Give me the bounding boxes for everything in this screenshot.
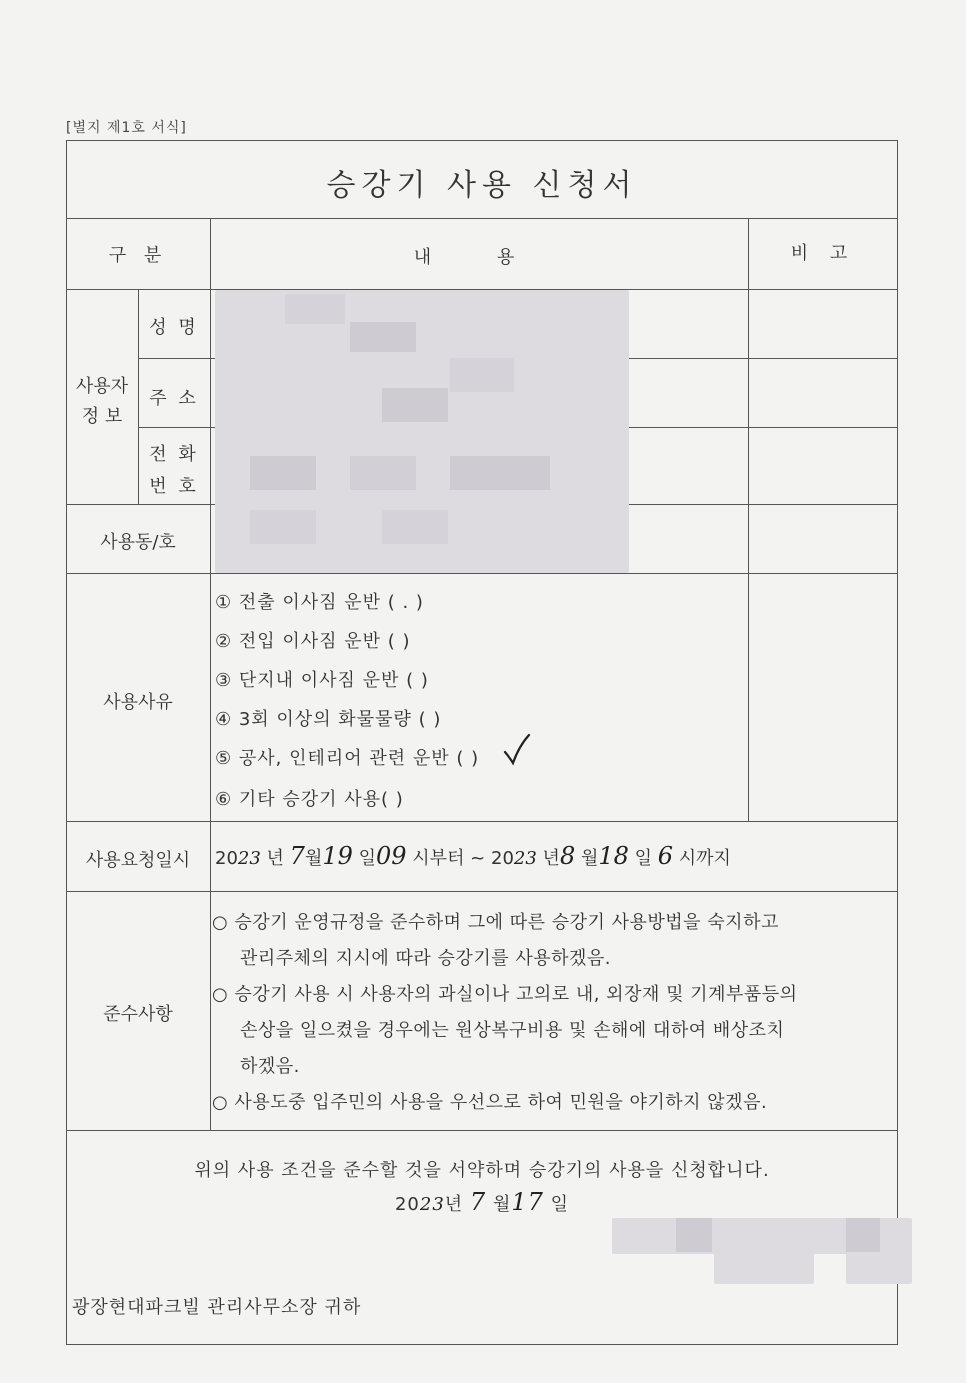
user-info-group-line2: 정 보: [81, 406, 123, 427]
phone-label-line1: 전 화: [149, 444, 199, 465]
pledge-day-suffix: 일: [550, 1194, 569, 1215]
reason-label: 사용사유: [103, 692, 173, 713]
start-day-handwritten: 19: [322, 842, 353, 870]
unit-row-divider: [66, 573, 898, 574]
pledge-text: 위의 사용 조건을 준수할 것을 서약하며 승강기의 사용을 신청합니다.: [194, 1160, 770, 1181]
pledge-date: [66, 1188, 898, 1216]
user-info-group-label: [66, 372, 138, 428]
reason-option-4: ④ 3회 이상의 화물물량 ( ): [215, 709, 442, 730]
category-column-line: [210, 218, 211, 1130]
pledge-year-handwritten: 23: [419, 1194, 445, 1215]
start-month-suffix: 월: [304, 848, 323, 869]
reason-option-5: ⑤ 공사, 인테리어 관련 운반 ( ): [215, 748, 480, 769]
start-year-handwritten: 23: [237, 848, 261, 869]
end-year-prefix: 20: [491, 848, 514, 869]
reason-row-divider: [66, 821, 898, 822]
pledge-month-handwritten: 7: [469, 1188, 487, 1216]
period-until-text: 시까지: [678, 848, 731, 869]
start-year-suffix: 년: [266, 848, 284, 869]
form-number-label: [별지 제1호 서식]: [66, 120, 187, 136]
addressee-footer: 광장현대파크빌 관리사무소장 귀하: [72, 1297, 362, 1318]
compliance-line-4: 손상을 일으켰을 경우에는 원상복구비용 및 손해에 대하여 배상조치: [240, 1020, 785, 1041]
phone-label: [138, 440, 210, 498]
reason-option-2: ② 전입 이사짐 운반 ( ): [215, 631, 411, 652]
start-day-suffix: 일: [358, 848, 377, 869]
pledge-month-suffix: 월: [492, 1194, 512, 1215]
pledge-year-suffix: 년: [444, 1194, 464, 1215]
reason-option-3: ③ 단지내 이사짐 운반 ( ): [215, 670, 429, 691]
request-period-label: 사용요청일시: [85, 850, 191, 871]
compliance-line-6: ○ 사용도중 입주민의 사용을 우선으로 하여 민원을 야기하지 않겠음.: [212, 1092, 768, 1113]
pledge-year-prefix: 20: [394, 1194, 420, 1215]
pledge-day-handwritten: 17: [511, 1188, 544, 1216]
form-title: 승강기 사용 신청서: [326, 168, 638, 203]
compliance-row-divider: [66, 1130, 898, 1131]
end-day-handwritten: 18: [598, 842, 629, 870]
title-divider: [66, 218, 898, 219]
handwritten-check-mark-icon: [502, 732, 532, 768]
header-remarks: 비 고: [790, 243, 856, 264]
reason-option-1: ① 전출 이사짐 운반 ( . ): [215, 592, 424, 613]
reason-option-6: ⑥ 기타 승강기 사용( ): [215, 789, 404, 810]
end-day-suffix: 일: [634, 848, 653, 869]
end-month-handwritten: 8: [559, 842, 576, 870]
end-hour-handwritten: 6: [657, 842, 674, 870]
header-category: 구 분: [108, 245, 168, 266]
compliance-line-2: 관리주체의 지시에 따라 승강기를 사용하겠음.: [240, 948, 611, 969]
request-period-value: [215, 842, 731, 870]
compliance-line-1: ○ 승강기 운영규정을 준수하며 그에 따른 승강기 사용방법을 숙지하고: [212, 912, 779, 933]
end-month-suffix: 월: [580, 848, 599, 869]
address-label: 주 소: [149, 388, 199, 409]
phone-label-line2: 번 호: [149, 476, 199, 497]
period-from-text: 시부터 ~: [412, 848, 491, 869]
period-row-divider: [66, 891, 898, 892]
compliance-line-5: 하겠음.: [240, 1056, 300, 1077]
compliance-line-3: ○ 승강기 사용 시 사용자의 과실이나 고의로 내, 외장재 및 기계부품등의: [212, 984, 798, 1005]
end-year-suffix: 년: [542, 848, 560, 869]
header-content: 내 용: [413, 247, 545, 268]
unit-label: 사용동/호: [100, 532, 176, 553]
start-hour-handwritten: 09: [376, 842, 407, 870]
start-month-handwritten: 7: [289, 842, 305, 870]
remarks-column-line: [748, 218, 749, 821]
end-year-handwritten: 23: [513, 848, 537, 869]
user-info-group-line1: 사용자: [75, 376, 129, 397]
start-year-prefix: 20: [215, 848, 238, 869]
compliance-label: 준수사항: [103, 1004, 173, 1025]
name-label: 성 명: [149, 317, 199, 338]
